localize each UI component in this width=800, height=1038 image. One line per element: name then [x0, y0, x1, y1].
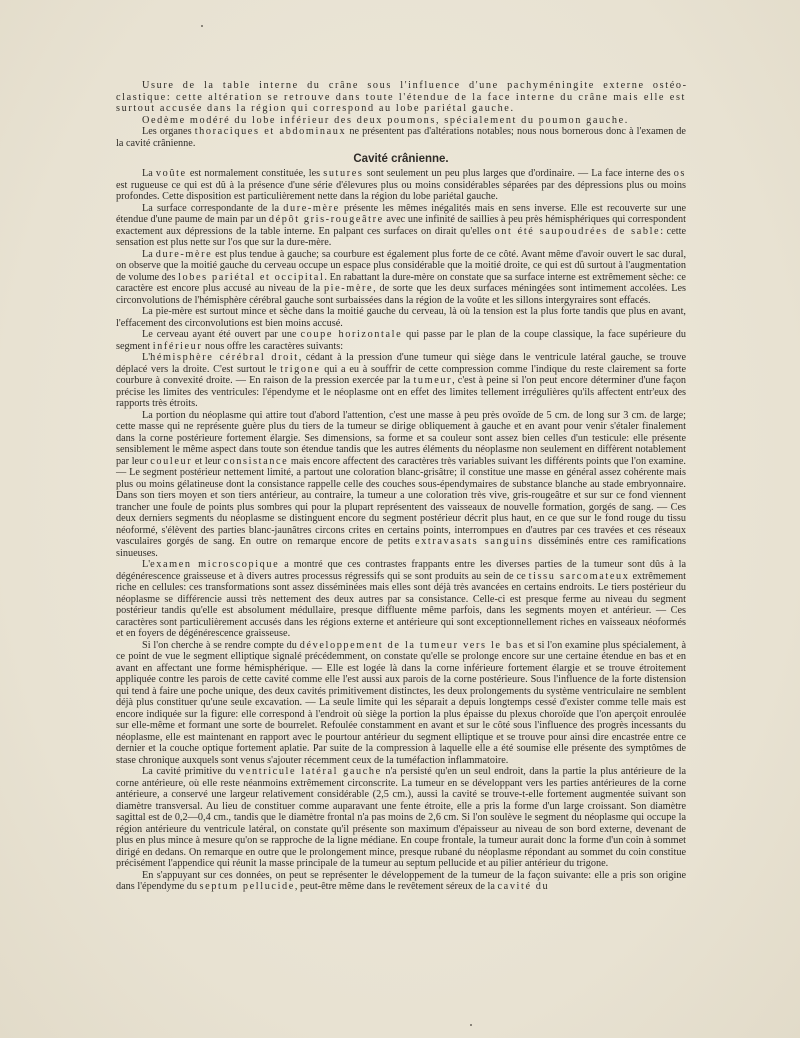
text-run: extrêmement riche en cellules: ces transformations sont assez disséminées mais elles sont déjà très avancées en certains endroits. Le tiers postérieur du néoplasme se différencie aussi très nettement des deux autres par sa consistance. Celle-ci est presque ferme au niveau du segment postérieur tandis qu'elle est absolument médullaire, presque diffluente même parfois, dans les segments moyen et antérieur. — Ces caractères sont particulièrement accusés dans les régions externe et antérieure qui sont exceptionnellement riches en vaisseaux néoformés et en foyers de dégénérescence graisseuse. — [116, 570, 686, 639]
section-title: Cavité crânienne. — [353, 153, 449, 165]
text-run: , c'est à peine si l'on peut encore déterminer d'une façon précise les limites des ventricules: l'épendyme et le néoplasme ont en effet des limites tellement irrégulières qu'ils affectent entr'eux des rapports très étroits. — [116, 375, 687, 409]
spaced-emphasis: thoraciques et abdominaux — [194, 126, 347, 137]
paragraph — [116, 115, 686, 127]
text-run: qui passe par le plan de la coupe classique, la face supérieure du segment — [116, 329, 687, 352]
intro-paragraphs — [116, 80, 686, 149]
spaced-emphasis: couleur — [150, 455, 193, 467]
text-run: . En rabattant la dure-mère on constate que sa surface interne est extrêmement sèche: ce caractère est encore plus accusé au niveau de la — [116, 271, 686, 294]
text-run: : cette sensation est plus nette sur l'os que sur la dure-mère. — [116, 225, 686, 248]
spaced-emphasis: tissu sarcomateux — [528, 570, 630, 582]
text-run: ne présentent pas d'altérations notables; nous nous bornerous donc à l'examen de la cavité crânienne. — [116, 126, 686, 149]
body-paragraphs — [116, 168, 686, 893]
text-run: présente les mêmes inégalités mais en sens inverse. Elle est recouverte sur une étendue d'une paume de main par un — [116, 202, 686, 225]
text-run: La surface correspondante de la — [142, 202, 284, 214]
paragraph — [116, 203, 686, 249]
paragraph — [116, 640, 686, 767]
text-run: Si l'on cherche à se rendre compte du — [142, 639, 300, 651]
text-run: sont seulement un peu plus larges que d'ordinaire. — La face interne des — [363, 168, 674, 179]
paragraph — [116, 410, 686, 560]
paragraph — [116, 766, 686, 870]
text-run: La — [142, 168, 156, 179]
text-run: La portion du néoplasme qui attire tout d'abord l'attention, c'est une masse à peu près ovoïde de 5 cm. de long sur 3 cm. de large; cette masse qui ne représente guère plus du tiers de la tumeur se dirige obliquement à gauche et en avant pour venir s'étaler finalement dans la corne postérieure fortement élargie. Ses dimensions, sa forme et sa couleur sont assez bien celles d'un testicule: elle présente sensiblement le même aspect dans toute son étendue tandis que les autres éléments du néoplasme non seulement en diffèrent notablement par leur — [116, 409, 686, 467]
spaced-emphasis: développement de la tumeur vers le bas — [299, 639, 525, 651]
text-run: nous offre les caractères suivants: — [202, 340, 344, 352]
text-run: , peut-être même dans le revêtement séreux de la — [294, 881, 498, 892]
spaced-emphasis: dépôt gris-rougeâtre — [268, 214, 384, 225]
text-run: En s'appuyant sur ces données, on peut se représenter le développement de la tumeur de la façon suivante: elle a pris son origine dans l'épendyme du — [116, 869, 686, 892]
text-run: et leur — [192, 455, 224, 467]
spaced-emphasis: consistance — [223, 455, 289, 467]
text-run: La cavité primitive du — [142, 766, 240, 777]
speck-mark — [470, 1024, 472, 1026]
page-text — [116, 80, 686, 893]
text-run: L' — [142, 352, 151, 363]
spaced-emphasis: tumeur — [413, 375, 453, 386]
spaced-emphasis: examen microscopique — [150, 559, 280, 570]
spaced-emphasis: ont été saupoudrées de sable — [494, 225, 661, 237]
speck-mark — [201, 25, 203, 27]
spaced-emphasis: inférieur — [152, 340, 203, 352]
text-run: qui a eu à souffrir de cette compression comme l'indique du reste clairement sa forte courbure à convexité droite. — En raison de la pression exercée par la — [116, 363, 686, 386]
paragraph — [116, 870, 686, 893]
paragraph — [116, 168, 686, 203]
paragraph — [116, 249, 686, 307]
spaced-emphasis: coupe horizontale — [300, 329, 403, 340]
text-run: mais encore affectent des caractères très variables suivant les différents points que l'on examine. — Le segment postérieur nettement limité, a partout une coloration blanc-grisâtre; il constitue une masse en général assez cohérente mais plus ou moins gélatineuse dont la consistance rappelle celle des couches sous-épendymaires de substance blanche au stade embryonnaire. Dans son tiers moyen et son tiers antérieur, au contraire, la tumeur a une coloration très vive, gris-rougeâtre et sur sur ce fond viennent trancher une foule de points plus sombres qui pour la plupart représentent des vaisseaux de nouvelle formation, gorgés de sang. — Ces deux derniers segments du néoplasme se distinguent encore du segment postérieur décrit plus haut, en ce que sur le fond rouge du tissu néoformé, s'élèvent des parties blanc-jaunâtres circons crites en certains points, interrompues en d'autres par ces travées et ces réseaux vasculaires gorgés de sang. En outre on remarque encore de petits — [116, 455, 686, 547]
spaced-emphasis: os — [673, 168, 687, 179]
paragraph — [116, 559, 686, 640]
paragraph — [116, 306, 686, 329]
paragraph — [116, 352, 686, 410]
spaced-emphasis: trigone — [280, 363, 321, 375]
text-run: Les organes — [142, 126, 195, 137]
spaced-emphasis: sutures — [323, 168, 364, 179]
spaced-emphasis: dure-mère — [283, 202, 340, 214]
spaced-emphasis: Oedème modéré du lobe inférieur des deux poumons, spécialement du poumon gauche. — [142, 114, 629, 126]
text-run: La — [142, 248, 156, 260]
text-run: L' — [142, 559, 151, 570]
text-run: n'a persisté qu'en un seul endroit, dans la partie la plus antérieure de la corne antérieure, où elle reste néanmoins extrêmement circonscrite. La tumeur en se développant vers les parties antérieures de la corne antérieure, a conservé une largeur relativement considérable (2,5 cm.), aussi la cavité se trouve-t-elle fortement augmentée suivant son diamètre transversal. Au lieu de constituer comme auparavant une fente étroite, elle a pris la forme d'un large croissant. Son diamètre sagittal est de 0,2—0,4 cm., tandis que le diamètre frontal n'a pas moins de 2,6 cm. Si l'on soulève le segment du néoplasme qui occupe la région antérieure du ventricule latéral, on constate qu'il présente son maximum d'épaisseur au niveau de son bord externe, devenant de plus en plus mince à mesure qu'on se rapproche de la ligne médiane. En coupe frontale, la tumeur aurait donc la forme d'un coin à sommet dirigé en dedans. On remarque en outre que le prolongement mince, presque rubané du néoplasme répondant au sommet du coin constitue précisément l'appendice qui réunit la masse principale de la tumeur au septum pellucide et au pilier antérieur du trigone. — [116, 766, 687, 869]
spaced-emphasis: pie-mère — [323, 283, 374, 294]
text-run: Le cerveau ayant été ouvert par une — [142, 329, 301, 340]
text-run: a montré que ces contrastes frappants entre les diverses parties de la tumeur sont dûs à la dégénérescence graisseuse et à divers autres processus régressifs qui se sont produits au sein de ce — [116, 559, 686, 582]
text-run: est normalement constituée, les — [186, 168, 324, 179]
text-run: , cédant à la pression d'une tumeur qui siège dans le ventricule latéral gauche, se trouve déplacé vers la droite. C'est surtout le — [116, 352, 686, 375]
spaced-emphasis: lobes pariétal et occipital — [178, 271, 325, 283]
text-run: La pie-mère est surtout mince et sèche dans la moitié gauche du cerveau, là où la tension est la plus forte tandis que plus en avant, l'effacement des circonvolutions est bien moins accusé. — [116, 306, 686, 329]
paragraph — [116, 126, 686, 149]
paragraph — [116, 329, 686, 352]
text-run: , de sorte que les deux surfaces méningées sont intimement accolées. Les circonvolutions de l'hémisphère cérébral gauche sont surbaissées dans la région de la voûte et les sillons intergyraires sont effacés. — [116, 283, 686, 306]
text-run: disséminés entre ces ramifications sinueuses. — [116, 536, 686, 559]
spaced-emphasis: extravasats sanguins — [415, 536, 534, 547]
spaced-emphasis: septum pellucide — [199, 881, 295, 892]
spaced-emphasis: voûte — [155, 168, 187, 179]
spaced-emphasis: cavité du — [497, 881, 550, 892]
text-run: est plus tendue à gauche; sa courbure est également plus forte de ce côté. Avant même d'avoir ouvert le sac dural, on observe que la moitié gauche du cerveau occupe un espace plus considérable que la moitié droite, ce qui est dû surtout à l'augmentation de volume des — [116, 248, 687, 283]
spaced-emphasis: ventricule latéral gauche — [239, 766, 382, 777]
text-run: avec une infinité de saillies à peu près hémisphériques qui correspondent exactement aux dépressions de la table interne. En palpant ces surfaces on dirait qu'elles — [116, 214, 686, 237]
paragraph — [116, 80, 686, 115]
text-run: et si l'on examine plus spécialement, à ce point de vue le segment elliptique signalé précédemment, on constate qu'elle se prolonge encore sur une certaine étendue en bas et en avant en affectant une forme hémisphérique. — Elle est logée là dans la corne inférieure fortement élargie et se trouve étroitement appliquée contre les parois de cette cavité comme elle l'est aussi aux parois de la corne postérieure. Sous l'influence de la forte distension qui tend à faire une poche unique, des deux cavités primitivement distinctes, les deux prolongements du système ventriculaire ne semblent déjà plus constituer qu'une seule excavation. — La seule limite qui les séparait a depuis longtemps cessé d'exister comme telle mais est encore indiquée sur la figure: elle correspond à l'endroit où siège la portion la plus épaisse du plexus choroïde que l'on aperçoit enroulée sur elle-même et formant une sorte de bourrelet. Refoulée constamment en avant et sur le côté sous l'influence des progrès incessants du néoplasme, elle est maintenant en rapport avec le pourtour antérieur du segment elliptique et se trouve pour ainsi dire encastrée entre ce dernier et la couche optique fortement aplatie. Par suite de la compression à laquelle elle a été soumise elle présente des symptômes de stase chronique auxquels sont venus s'ajouter récemment ceux de la tuméfaction inflammatoire. — [116, 639, 686, 766]
spaced-emphasis: Usure de la table interne du crâne sous l'influence d'une pachyméningite externe ostéoclastique: cette altération se retrouve dans toute l'étendue de la face interne du crâne mais elle est surtout accusée dans la région qui correspond au lobe pariétal gauche. — [116, 80, 686, 114]
spaced-emphasis: hémisphère cérébral droit — [150, 352, 299, 363]
text-run: est rugueuse ce qui est dû à la présence d'une série d'élevures plus ou moins considérables séparées par des dépressions plus ou moins profondes. Cette disposition est particulièrement nette dans la région du lobe pariétal gauche. — [116, 179, 686, 202]
spaced-emphasis: dure-mère — [155, 248, 213, 260]
